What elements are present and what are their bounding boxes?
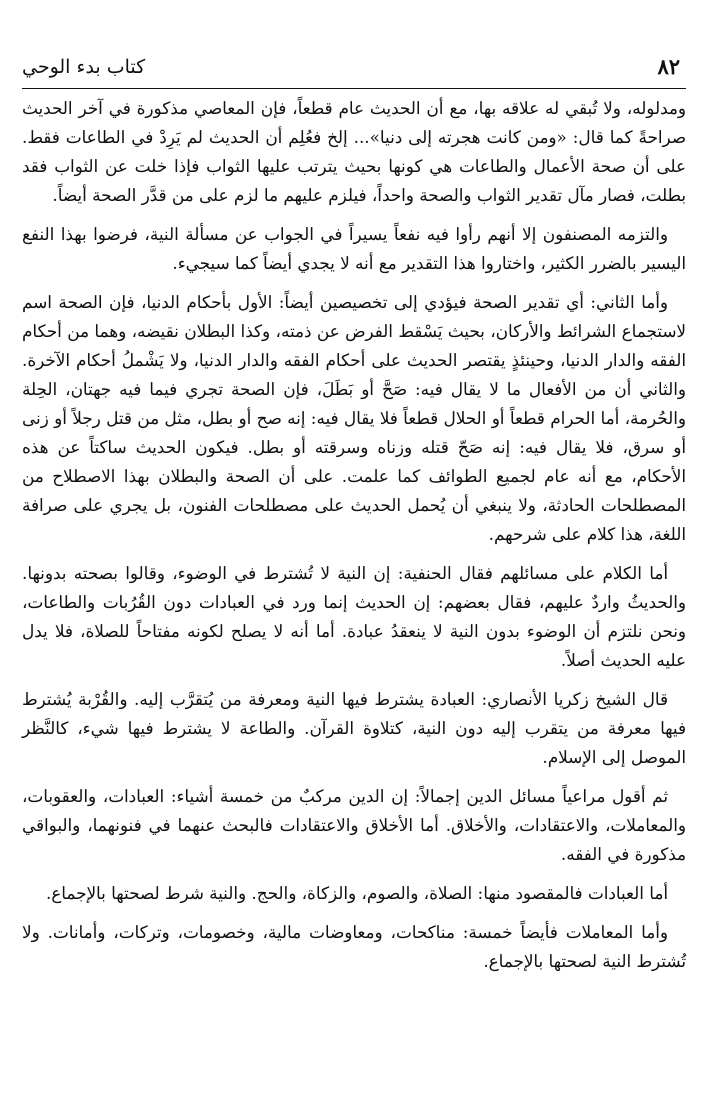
page-body: [22, 94, 686, 986]
running-title: كتاب بدء الوحي: [22, 56, 146, 78]
paragraph: والتزمه المصنفون إلا أنهم رأوا فيه نفعاً يسيراً في الجواب عن مسألة النية، فرضوا بهذا النفع اليسير بالضرر الكثير، واختاروا هذا التقدير مع أنه لا يجدي أيضاً كما سيجيء.: [22, 224, 686, 273]
paragraph: أما الكلام على مسائلهم فقال الحنفية: إن النية لا تُشترط في الوضوء، وقالوا بصحته بدونها. والحديثُ واردٌ عليهم، فقال بعضهم: إن الحديث إنما ورد في العبادات دون القُرُبات والطاعات، ونحن نلتزم أن الوضوء بدون النية لا ينعقدُ عبادة. أما أنه لا يصلح لكونه مفتاحاً للصلاة، فلا يدل عليه الحديث أصلاً.: [22, 563, 686, 670]
paragraph: أما العبادات فالمقصود منها: الصلاة، والصوم، والزكاة، والحج. والنية شرط لصحتها بالإجماع.: [45, 883, 668, 903]
page-number: ٨٢: [657, 54, 680, 79]
paragraph: وأما الثاني: أي تقدير الصحة فيؤدي إلى تخصيصين أيضاً: الأول بأحكام الدنيا، فإن الصحة اسم لاستجماع الشرائط والأركان، بحيث يَسْقط الفرض عن ذمته، وكذا البطلان نقيضه، وهما من أحكام الفقه والدار الدنيا، وحينئذٍ يقتصر الحديث على أحكام الفقه والدار الدنيا، ولا يَشْملُ أحكام الآخرة. والثاني أن من الأفعال ما لا يقال فيه: صَحَّ أو بَطَلَ، فإن الصحة تجري فيما فيه جهتان، الحِلة والحُرمة، أما الحرام قطعاً أو الحلال قطعاً فلا يقال فيه: إنه صح أو بطل، مثل من قتل رجلاً أو زنى أو سرق، فلا يقال فيه: إنه صَحّ قتله وزناه وسرقته أو بطل. فيكون الحديث ساكتاً عن هذه الأحكام، مع أنه عام لجميع الطوائف كما علمت. على أن الصحة والبطلان بهذا الاصطلاح من المصطلحات الحادثة، ولا ينبغي أن يُحمل الحديث على مصطلحات الفنون، بل يجري على صرافة اللغة، هذا كلام على شرحهم.: [22, 292, 686, 544]
paragraph: ومدلوله، ولا تُبقي له علاقه بها، مع أن الحديث عام قطعاً، فإن المعاصي مذكورة في آخر الحديث صراحةً كما قال: «ومن كانت هجرته إلى دنيا»... إلخ فعُلِم أن الحديث لم يَرِدْ في الطاعات فقط. على أن صحة الأعمال والطاعات هي كونها بحيث يترتب عليها الثواب فإذا خلت عن الثواب فقد بطلت، فصار مآل تقدير الثواب والصحة واحداً، فيلزم عليهم ما لزم على من قدَّر الصحة أيضاً.: [22, 98, 686, 205]
paragraph: قال الشيخ زكريا الأنصاري: العبادة يشترط فيها النية ومعرفة من يُتقرَّب إليه. والقُرْبة يُشترط فيها معرفة من يتقرب إليه دون النية، كتلاوة القرآن. والطاعة لا يشترط فيها شيء، كالنَّظر الموصل إلى الإسلام.: [22, 689, 686, 767]
paragraph: وأما المعاملات فأيضاً خمسة: مناكحات، ومعاوضات مالية، وخصومات، وتركات، وأمانات. ولا تُشترط النية لصحتها بالإجماع.: [22, 922, 686, 971]
paragraph: ثم أقول مراعياً مسائل الدين إجمالاً: إن الدين مركبٌ من خمسة أشياء: العبادات، والعقوبات، والمعاملات، والاعتقادات، والأخلاق. أما الأخلاق والاعتقادات فالبحث عنهما في فنونهما، والبواقي مذكورة في الفقه.: [22, 786, 686, 864]
page-header: [22, 50, 686, 89]
